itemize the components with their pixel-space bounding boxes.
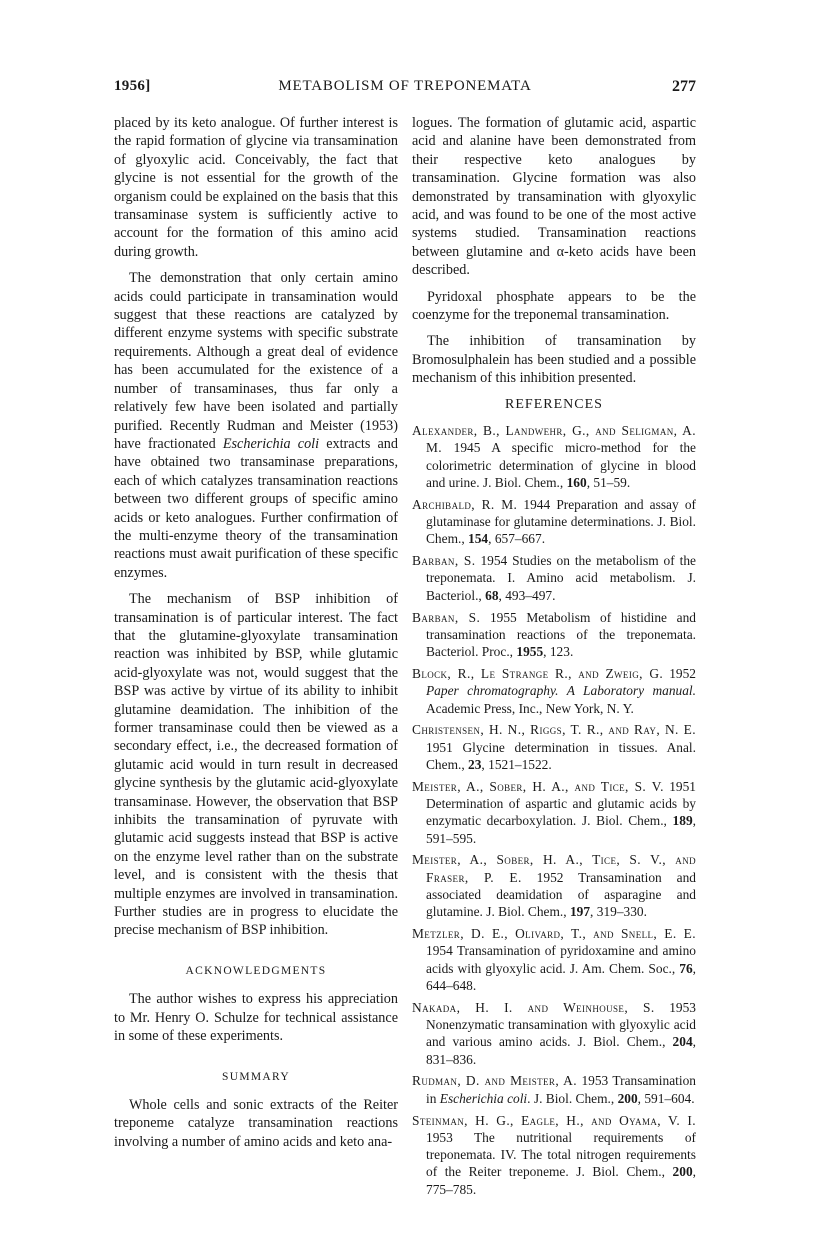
reference-authors: Archibald, R. M.	[412, 496, 518, 512]
reference-entry: Barban, S. 1955 Metabolism of histidine and transamination reactions of the treponemata. Bacteriol. Proc., 1955, 123.	[412, 609, 696, 660]
reference-volume: 200	[672, 1164, 693, 1180]
reference-italic: Paper chromatography. A Laboratory manual.	[426, 683, 696, 699]
reference-volume: 160	[566, 474, 587, 490]
left-column	[114, 114, 398, 1159]
reference-volume: 204	[672, 1034, 693, 1050]
reference-volume: 197	[569, 904, 591, 920]
summary-paragraph: Pyridoxal phosphate appears to be the coenzyme for the treponemal transamination.	[412, 288, 696, 324]
summary-paragraph: Whole cells and sonic extracts of the Reiter treponeme catalyze transamination reactions involving a number of amino acids and keto ana-	[114, 1096, 398, 1150]
paragraph: The mechanism of BSP inhibition of transamination is of particular interest. The fact that the glutamine-glyoxylate transamination reaction was inhibited by BSP, while glutamic acid-glyoxylate was not, would suggest that the BSP was active by virtue of its ability to inhibit glutamine deamidation. The inhibition of the former transaminase could then be viewed as a secondary effect, i.e., the decreased formation of glutamic acid would in turn result in decreased glycine synthesis by the glutamic acid-glyoxylate transaminase. However, the observation that BSP inhibits the transamination of pyruvate with glutamic acid suggests instead that BSP is active on the enzyme level rather than on the substrate level, and is consistent with the thesis that multiple enzymes are involved in transamination. Further studies are in progress to elucidate the precise mechanism of BSP inhibition.	[114, 591, 398, 939]
reference-volume: 68	[485, 587, 499, 603]
reference-volume: 1955	[516, 644, 544, 660]
reference-volume: 76	[679, 960, 693, 976]
reference-authors: Barban, S.	[412, 609, 481, 625]
reference-entry: Christensen, H. N., Riggs, T. R., and Ray, N. E. 1951 Glycine determination in tissues. Anal. Chem., 23, 1521–1522.	[412, 722, 696, 772]
reference-list	[412, 422, 696, 1198]
reference-authors: Block, R., Le Strange R., and Zweig, G.	[412, 665, 664, 681]
reference-entry: Alexander, B., Landwehr, G., and Seligman, A. M. 1945 A specific micro-method for the colorimetric determination of glycine in blood and urine. J. Biol. Chem., 160, 51–59.	[412, 423, 696, 490]
reference-entry: Barban, S. 1954 Studies on the metabolism of the treponemata. I. Amino acid metabolism. J. Bacteriol., 68, 493–497.	[412, 553, 696, 603]
reference-volume: 200	[617, 1090, 638, 1106]
summary-paragraph: logues. The formation of glutamic acid, aspartic acid and alanine have been demonstrated from their respective keto analogues by transamination. Glycine formation was also demonstrated by transamination with glyoxylic acid, and was found to be one of the most active systems studied. Transamination reactions between glutamine and α-keto acids have been described.	[412, 115, 696, 279]
header-year: 1956]	[114, 78, 151, 94]
reference-authors: Barban, S.	[412, 553, 476, 569]
summary-paragraph: The inhibition of transamination by Bromosulphalein has been studied and a possible mechanism of this inhibition presented.	[412, 333, 696, 387]
acknowledgments-heading: ACKNOWLEDGMENTS	[185, 964, 327, 977]
reference-authors: Alexander, B., Landwehr, G., and Seligman, A. M.	[412, 423, 696, 456]
reference-authors: Meister, A., Sober, H. A., Tice, S. V., and Fraser, P. E.	[412, 852, 696, 885]
reference-authors: Metzler, D. E., Olivard, T., and Snell, E. E.	[412, 926, 696, 942]
reference-volume: 154	[468, 531, 489, 547]
reference-authors: Christensen, H. N., Riggs, T. R., and Ray, N. E.	[412, 722, 696, 738]
reference-italic: Escherichia coli	[439, 1090, 528, 1106]
reference-entry: Meister, A., Sober, H. A., Tice, S. V., and Fraser, P. E. 1952 Transamination and associated deamidation of asparagine and glutamine. J. Biol. Chem., 197, 319–330.	[412, 852, 696, 920]
reference-volume: 189	[672, 813, 693, 829]
references-heading: REFERENCES	[505, 396, 603, 412]
paragraph: The demonstration that only certain amino acids could participate in transamination would suggest that these reactions are catalyzed by different enzyme systems with specific substrate requirements. Although a great deal of evidence has been accumulated for the existence of a number of transaminases, thus far only a relatively few have been isolated and partially purified. Recently Rudman and Meister (1953) have fractionated Escherichia coli extracts and have obtained two transaminase preparations, each of which catalyzes transamination reactions between two different groups of specific amino acids or keto analogues. Further confirmation of the multi-enzyme theory of the transamination reactions must await purification of these specific enzymes.	[114, 270, 398, 581]
reference-entry: Archibald, R. M. 1944 Preparation and assay of glutaminase for glutamine determinations. J. Biol. Chem., 154, 657–667.	[412, 496, 696, 547]
summary-heading: SUMMARY	[222, 1070, 290, 1083]
reference-entry: Meister, A., Sober, H. A., and Tice, S. V. 1951 Determination of aspartic and glutamic acids by enzymatic decarboxylation. J. Biol. Chem., 189, 591–595.	[412, 778, 696, 846]
reference-entry: Metzler, D. E., Olivard, T., and Snell, E. E. 1954 Transamination of pyridoxamine and amino acids with glyoxylic acid. J. Am. Chem. Soc., 76, 644–648.	[412, 926, 696, 993]
acknowledgments-text: The author wishes to express his appreciation to Mr. Henry O. Schulze for technical assistance in some of these experiments.	[114, 991, 398, 1045]
right-column	[412, 114, 696, 1203]
reference-entry: Block, R., Le Strange R., and Zweig, G. 1952 Paper chromatography. A Laboratory manual. Academic Press, Inc., New York, N. Y.	[412, 665, 696, 716]
species-name: Escherichia coli	[222, 435, 320, 452]
running-header	[114, 78, 696, 98]
paragraph: placed by its keto analogue. Of further interest is the rapid formation of glycine via transamination of glyoxylic acid. Conceivably, the fact that glycine is not essential for the growth of the organism could be explained on the basis that this transaminase system is sufficiently active to account for the formation of this amino acid during growth.	[114, 115, 398, 260]
reference-authors: Steinman, H. G., Eagle, H., and Oyama, V. I.	[412, 1112, 696, 1128]
reference-entry: Rudman, D. and Meister, A. 1953 Transamination in Escherichia coli. J. Biol. Chem., 200, 591–604.	[412, 1073, 696, 1106]
reference-volume: 23	[468, 756, 482, 772]
header-title: METABOLISM OF TREPONEMATA	[278, 78, 532, 94]
reference-entry: Nakada, H. I. and Weinhouse, S. 1953 Nonenzymatic transamination with glyoxylic acid and various amino acids. J. Biol. Chem., 204, 831–836.	[412, 999, 696, 1067]
reference-authors: Meister, A., Sober, H. A., and Tice, S. V.	[412, 778, 664, 794]
page-number: 277	[672, 78, 696, 95]
reference-authors: Nakada, H. I. and Weinhouse, S.	[412, 999, 655, 1015]
reference-entry: Steinman, H. G., Eagle, H., and Oyama, V. I. 1953 The nutritional requirements of treponemata. IV. The total nitrogen requirements of the Reiter treponeme. J. Biol. Chem., 200, 775–785.	[412, 1112, 696, 1197]
reference-authors: Rudman, D. and Meister, A.	[412, 1073, 577, 1089]
